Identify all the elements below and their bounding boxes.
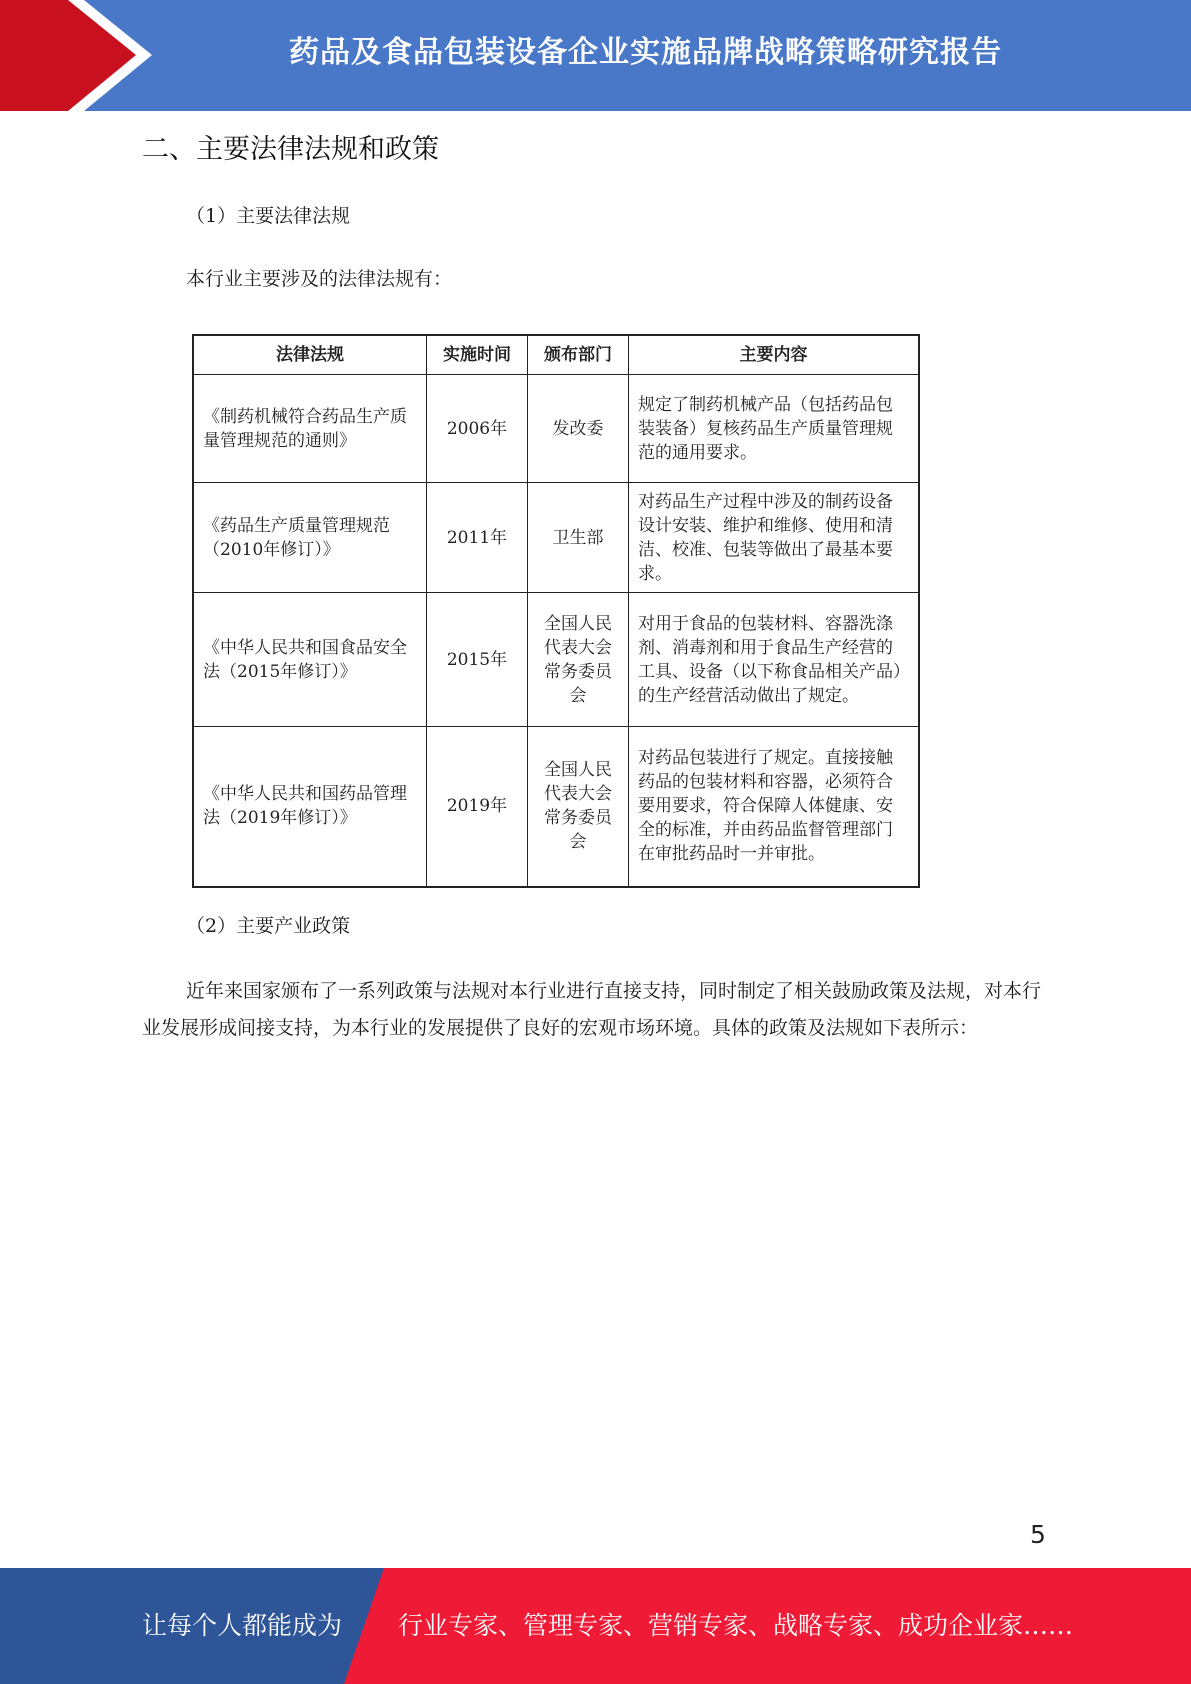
header-date: 实施时间 [427,335,528,375]
cell-dept: 卫生部 [528,483,629,593]
laws-table [192,334,920,888]
cell-law: 《中华人民共和国食品安全法（2015年修订）》 [193,593,427,727]
footer-slogan-left: 让每个人都能成为 [142,1611,343,1640]
cell-law: 《中华人民共和国药品管理法（2019年修订）》 [193,727,427,887]
cell-law: 《药品生产质量管理规范（2010年修订）》 [193,483,427,593]
cell-date: 2011年 [427,483,528,593]
cell-dept: 全国人民代表大会常务委员会 [528,727,629,887]
cell-date: 2015年 [427,593,528,727]
policy-paragraph: 近年来国家颁布了一系列政策与法规对本行业进行直接支持，同时制定了相关鼓励政策及法规，对本行业发展形成间接支持，为本行业的发展提供了良好的宏观市场环境。具体的政策及法规如下表所示： [142,980,1042,1039]
cell-dept: 发改委 [528,375,629,483]
cell-content: 对药品包装进行了规定。直接接触药品的包装材料和容器，必须符合要用要求，符合保障人体健康、安全的标准，并由药品监督管理部门在审批药品时一并审批。 [629,727,920,887]
cell-date: 2006年 [427,375,528,483]
header-law: 法律法规 [193,335,427,375]
subsection-laws-title: （1）主要法律法规 [186,205,351,227]
page-number: 5 [1030,1520,1046,1549]
cell-content: 对药品生产过程中涉及的制药设备设计安装、维护和维修、使用和清洁、校准、包装等做出了最基本要求。 [629,483,920,593]
laws-intro-text: 本行业主要涉及的法律法规有： [186,268,453,290]
header-dept: 颁布部门 [528,335,629,375]
cell-content: 规定了制药机械产品（包括药品包装装备）复核药品生产质量管理规范的通用要求。 [629,375,920,483]
cell-law: 《制药机械符合药品生产质量管理规范的通则》 [193,375,427,483]
header-content: 主要内容 [629,335,920,375]
table-row [193,593,919,727]
cell-content: 对用于食品的包装材料、容器洗涤剂、消毒剂和用于食品生产经营的工具、设备（以下称食品相关产品）的生产经营活动做出了规定。 [629,593,920,727]
table-row [193,483,919,593]
cell-dept: 全国人民代表大会常务委员会 [528,593,629,727]
report-title: 药品及食品包装设备企业实施品牌战略策略研究报告 [289,35,1002,70]
cell-date: 2019年 [427,727,528,887]
page-header [0,0,1191,111]
table-header-row [193,335,919,375]
section-title: 二、主要法律法规和政策 [142,134,439,165]
footer-slogan-right: 行业专家、管理专家、营销专家、战略专家、成功企业家…… [398,1611,1074,1640]
table-row [193,727,919,887]
table-row [193,375,919,483]
header-chevron-red [0,0,140,111]
subsection-policy-title: （2）主要产业政策 [186,915,351,937]
page-footer [0,1568,1191,1684]
